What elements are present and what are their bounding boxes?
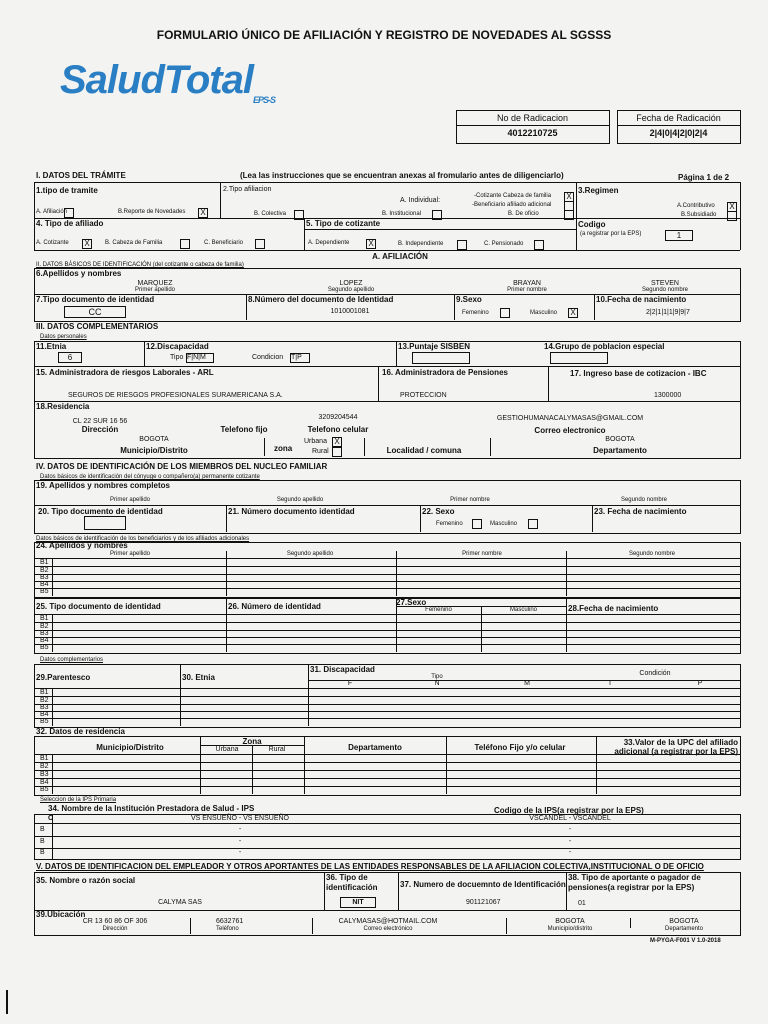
etnia-30-label: 30. Etnia xyxy=(182,673,215,682)
arl-value: SEGUROS DE RIESGOS PROFESIONALES SURAMERICANA S.A. xyxy=(68,392,283,399)
conyuge-tipo-documento-field[interactable] xyxy=(84,516,126,530)
contributivo-option: A.Contributivo xyxy=(677,203,715,209)
num-id-value: 901121067 xyxy=(466,899,501,906)
ips-row-2-key: B xyxy=(40,826,45,833)
direccion-value: CL 22 SUR 16 56 xyxy=(72,418,128,425)
numero-26-label: 26. Número de identidad xyxy=(228,602,321,611)
etnia-field[interactable]: 6 xyxy=(58,352,82,363)
tipo-afiliacion-label: 2.Tipo afiliacion xyxy=(223,186,272,193)
segundo-apellido-value: LOPEZ xyxy=(339,280,363,287)
urbana-option: Urbana xyxy=(304,438,327,445)
tipo-id-field[interactable]: NIT xyxy=(340,897,376,908)
empleador-municipio-label: Municipio/distrito xyxy=(547,926,593,932)
afiliacion-title: A. AFILIACIÓN xyxy=(372,252,428,261)
ips-code-label: Codigo de la IPS(a registrar por la EPS) xyxy=(494,806,644,815)
ips-row-2-code: - xyxy=(568,826,572,833)
fecha-radicacion-value: 2|4|0|4|2|0|2|4 xyxy=(649,128,708,138)
conyuge-sexo-label: 22. Sexo xyxy=(422,507,455,516)
ips-row-4-code: - xyxy=(568,849,572,856)
grid-29-row-b1: B1 xyxy=(40,689,49,696)
conyuge-segundo-nombre-label: Segundo nombre xyxy=(620,497,668,503)
reporte-checkbox[interactable]: X xyxy=(198,208,208,218)
departamento-value: BOGOTA xyxy=(605,436,635,443)
discap-t: T xyxy=(607,680,613,687)
individual-option: A. Individual: xyxy=(400,197,441,204)
section-4-title: IV. DATOS DE IDENTIFICACIÓN DE LOS MIEMBROS DEL NUCLEO FAMILIAR xyxy=(36,462,328,471)
razon-social-value: CALYMA SAS xyxy=(158,899,202,906)
segundo-apellido-label: Segundo apellido xyxy=(327,287,375,293)
num-id-label: 37. Numero de docuemnto de Identificación xyxy=(400,880,566,889)
discap-p: P xyxy=(697,680,703,687)
beneficiario-option: C. Beneficiario xyxy=(204,240,244,246)
ips-row-3-code: - xyxy=(568,838,572,845)
cotizante-checkbox[interactable]: X xyxy=(82,239,92,249)
grid-32-row-b4: B4 xyxy=(40,779,49,786)
discap-condicion: Condición xyxy=(639,670,671,677)
conyuge-primer-nombre-label: Primer nombre xyxy=(450,497,490,503)
discap-m: M xyxy=(524,680,530,687)
conyuge-femenino-checkbox[interactable] xyxy=(472,519,482,529)
section-3-title: III. DATOS COMPLEMENTARIOS xyxy=(36,322,159,331)
conyuge-tipo-documento-label: 20. Tipo documento de identidad xyxy=(38,507,163,516)
grid-25-row-b2: B2 xyxy=(40,623,49,630)
ips-row-1-code: VSCANDEL - VSCANDEL xyxy=(529,815,611,822)
grid-29-row-b4: B4 xyxy=(40,711,49,718)
de-oficio-option: B. De oficio xyxy=(508,211,539,217)
femenino-checkbox[interactable] xyxy=(500,308,510,318)
sexo-label: 9.Sexo xyxy=(456,295,482,304)
fecha-nacimiento-value: 2|2|1|1|1|9|9|7 xyxy=(646,309,690,316)
grid-32-row-b5: B5 xyxy=(40,786,49,793)
residencia-32-label: 32. Datos de residencia xyxy=(36,727,125,736)
empleador-correo-value: CALYMASAS@HOTMAIL.COM xyxy=(338,918,438,925)
radicacion-value: 4012210725 xyxy=(507,128,558,138)
cabeza-familia-option: B. Cabeza de Familia xyxy=(105,240,163,246)
ips-row-1-name: VS ENSUEÑO - VS ENSUEÑO xyxy=(190,815,290,822)
empleador-direccion-label: Dirección xyxy=(102,926,128,932)
discap-n: N xyxy=(434,680,440,687)
numero-documento-label: 8.Número del documento de Identidad xyxy=(248,295,394,304)
grid-29-row-b5: B5 xyxy=(40,718,49,725)
discap-f: F xyxy=(347,680,353,687)
footer-code: M-PYGA-F001 V 1.0-2018 xyxy=(650,938,721,944)
ibc-label: 17. Ingreso base de cotizacion - IBC xyxy=(570,369,707,378)
cotizante-cabeza-option: -Cotizante Cabeza de familia xyxy=(474,193,552,199)
pensionado-checkbox[interactable] xyxy=(534,240,544,250)
tipo-afiliado-label: 4. Tipo de afiliado xyxy=(36,219,104,228)
municipio-label: Municipio/Distrito xyxy=(120,446,188,455)
empleador-direccion-value: CR 13 60 86 OF 306 xyxy=(82,918,148,925)
empleador-telefono-value: 6632761 xyxy=(216,918,244,925)
conyuge-apellidos-label: 19. Apellidos y nombres completos xyxy=(36,481,170,490)
residencia-label: 18.Residencia xyxy=(36,402,90,411)
empleador-depto-label: Departamento xyxy=(664,926,704,932)
discapacidad-31-label: 31. Discapacidad xyxy=(310,665,375,674)
localidad-label: Localidad / comuna xyxy=(386,446,462,455)
sexo-27-label: 27.Sexo xyxy=(396,598,427,607)
arl-label: 15. Administradora de riesgos Laborales - ARL xyxy=(36,368,214,377)
logo-sub: EPS-S xyxy=(252,95,275,105)
urbana-checkbox[interactable]: X xyxy=(332,437,342,447)
segundo-nombre-value: STEVEN xyxy=(650,280,679,287)
subsidiado-checkbox[interactable] xyxy=(727,211,737,221)
conyuge-fecha-label: 23. Fecha de nacimiento xyxy=(594,507,687,516)
colectiva-option: B. Colectiva xyxy=(254,211,287,217)
grid-24-primer-apellido: Primer apellido xyxy=(109,551,151,557)
masculino-option: Masculino xyxy=(530,310,558,316)
conyuge-primer-apellido-label: Primer apellido xyxy=(109,497,151,503)
beneficiario-checkbox[interactable] xyxy=(255,239,265,249)
grupo-poblacion-label: 14.Grupo de poblacion especial xyxy=(544,342,665,351)
ips-note: Seleccion de la IPS Primaria xyxy=(40,797,117,803)
tipo-id-label: 36. Tipo de identificación xyxy=(326,873,378,892)
conyuge-femenino-option: Femenino xyxy=(436,521,463,527)
tipo-tramite-label: 1.tipo de tramite xyxy=(36,186,98,195)
upc-33-label: 33.Valor de la UPC del afiliado adicional (a registrar por la EPS) xyxy=(614,738,738,756)
grid-25-row-b4: B4 xyxy=(40,637,49,644)
zona-label: zona xyxy=(274,444,293,453)
ips-row-4-key: B xyxy=(40,849,45,856)
parentesco-29-label: 29.Parentesco xyxy=(36,673,91,682)
telefono-celular-label: Telefono celular xyxy=(307,425,369,434)
discapacidad-condicion-field[interactable]: T|P xyxy=(290,353,310,363)
pensiones-label: 16. Administradora de Pensiones xyxy=(382,368,508,377)
section-2-title: II. DATOS BÁSICOS DE IDENTIFICACIÓN (del cotizante o cabeza de familia) xyxy=(36,262,244,268)
ips-row-3-key: B xyxy=(40,838,45,845)
ips-row-1-key: C xyxy=(48,815,54,822)
independiente-checkbox[interactable] xyxy=(457,240,467,250)
tipo-documento-field[interactable]: CC xyxy=(64,306,126,318)
sisben-field[interactable] xyxy=(412,352,470,364)
discapacidad-tipo-label: Tipo xyxy=(170,354,184,361)
beneficiarios-note: Datos básicos de identificación de los beneficiarios y de los afiliados adicionales xyxy=(36,536,250,542)
grid-32-row-b1: B1 xyxy=(40,755,49,762)
afiliacion-checkbox[interactable] xyxy=(64,208,74,218)
grid-24-segundo-nombre: Segundo nombre xyxy=(628,551,676,557)
apellidos-label: 6.Apellidos y nombres xyxy=(36,269,122,278)
codigo-note: (a registrar por la EPS) xyxy=(580,231,642,237)
logo-text: SaludTotal xyxy=(60,58,253,102)
grid-25-row-b5: B5 xyxy=(40,644,49,651)
tipo-cotizante-label: 5. Tipo de cotizante xyxy=(306,219,381,228)
grid-24-row-b3: B3 xyxy=(40,574,49,581)
grid-32-row-b3: B3 xyxy=(40,771,49,778)
dependiente-option: A. Dependiente xyxy=(308,240,350,246)
masculino-checkbox[interactable]: X xyxy=(568,308,578,318)
correo-value: GESTIOHUMANACALYMASAS@GMAIL.COM xyxy=(496,415,644,422)
grid-24-row-b1: B1 xyxy=(40,559,49,566)
telefono-32-label: Teléfono Fijo y/o celular xyxy=(474,743,566,752)
ips-row-3-name: - xyxy=(238,838,242,845)
cotizante-cabeza-checkbox[interactable]: X xyxy=(564,192,574,202)
primer-nombre-value: BRAYAN xyxy=(513,280,541,287)
codigo-field[interactable]: 1 xyxy=(665,230,693,241)
instructions-note: (Lea las instrucciones que se encuentran anexas al fromulario antes de diligenciarlo) xyxy=(240,171,564,180)
ips-34-label: 34. Nombre de la Institución Prestadora de Salud - IPS xyxy=(48,804,255,813)
empleador-correo-label: Correo electrónico xyxy=(363,926,413,932)
grid-24-row-b4: B4 xyxy=(40,581,49,588)
independiente-option: B. Independiente xyxy=(398,241,444,247)
page-edge-mark xyxy=(6,990,8,1014)
municipio-32-label: Municipio/Distrito xyxy=(96,743,164,752)
segundo-nombre-label: Segundo nombre xyxy=(641,287,689,293)
complementarios-label: Datos complementarios xyxy=(40,657,104,663)
company-logo xyxy=(60,58,275,105)
tipo-25-label: 25. Tipo documento de identidad xyxy=(36,602,161,611)
radicacion-label: No de Radicacion xyxy=(496,113,569,123)
grid-25-row-b1: B1 xyxy=(40,615,49,622)
cotizante-option: A. Cotizante xyxy=(36,240,69,246)
departamento-32-label: Departamento xyxy=(348,743,402,752)
telefono-fijo-label: Telefono fijo xyxy=(220,425,268,434)
grid-24-row-b5: B5 xyxy=(40,588,49,595)
urbana-32-label: Urbana xyxy=(215,746,239,753)
subsidiado-option: B.Subsidiado xyxy=(681,212,717,218)
etnia-label: 11.Etnia xyxy=(36,342,67,351)
razon-social-label: 35. Nombre o razón social xyxy=(36,876,136,885)
pensionado-option: C. Pensionado xyxy=(484,241,524,247)
grid-24-row-b2: B2 xyxy=(40,567,49,574)
sexo-27-masculino: Masculino xyxy=(509,607,537,613)
rural-option: Rural xyxy=(312,448,329,455)
rural-checkbox[interactable] xyxy=(332,447,342,457)
departamento-label: Departamento xyxy=(593,446,647,455)
municipio-value: BOGOTA xyxy=(139,436,169,443)
afiliacion-option: A. Afiliación xyxy=(36,209,68,215)
grid-29-row-b3: B3 xyxy=(40,704,49,711)
datos-personales-label: Datos personales xyxy=(40,334,87,340)
section-1-title: I. DATOS DEL TRÁMITE xyxy=(36,171,126,180)
dependiente-checkbox[interactable]: X xyxy=(366,239,376,249)
tipo-aportante-value: 01 xyxy=(578,900,586,907)
institucional-option: B. Institucional xyxy=(382,211,422,217)
apellidos-24-label: 24. Apellidos y nombres xyxy=(36,541,128,550)
codigo-label: Codigo xyxy=(578,220,606,229)
conyuge-note: Datos básicos de identificación del cónyuge o compañero(a) permanente cotizante xyxy=(40,474,260,480)
conyuge-masculino-option: Masculino xyxy=(490,521,518,527)
pensiones-value: PROTECCION xyxy=(400,392,447,399)
grid-29-row-b2: B2 xyxy=(40,697,49,704)
primer-apellido-label: Primer apellido xyxy=(134,287,176,293)
cabeza-familia-checkbox[interactable] xyxy=(180,239,190,249)
empleador-municipio-value: BOGOTA xyxy=(555,918,585,925)
primer-nombre-label: Primer nombre xyxy=(507,287,547,293)
primer-apellido-value: MARQUEZ xyxy=(137,280,173,287)
section-5-title: V. DATOS DE IDENTIFICACION DEL EMPLEADOR Y OTROS APORTANTES DE LAS ENTIDADES RESPONSABLES DE LA AFILIACION COLECTIVA,INSTITUCIONAL O DE OFICIO xyxy=(36,862,704,871)
zona-32-label: Zona xyxy=(242,737,262,746)
discap-tipo: Tipo xyxy=(431,674,443,680)
direccion-label: Dirección xyxy=(81,425,119,434)
reporte-option: B.Reporte de Novedades xyxy=(118,209,186,215)
discapacidad-tipo-field[interactable]: F|N|M xyxy=(186,353,214,363)
tipo-aportante-label: 38. Tipo de aportante o pagador de pensiones(a registrar por la EPS) xyxy=(568,873,701,892)
fecha-radicacion-label: Fecha de Radicación xyxy=(636,113,721,123)
ibc-value: 1300000 xyxy=(654,392,682,399)
femenino-option: Femenino xyxy=(462,310,489,316)
conyuge-segundo-apellido-label: Segundo apellido xyxy=(276,497,324,503)
ubicacion-label: 39.Ubicación xyxy=(36,910,86,919)
form-title: FORMULARIO ÚNICO DE AFILIACIÓN Y REGISTRO DE NOVEDADES AL SGSSS xyxy=(156,28,612,42)
conyuge-masculino-checkbox[interactable] xyxy=(528,519,538,529)
numero-documento-value: 1010001081 xyxy=(330,308,370,315)
beneficiario-adicional-option: -Beneficiario afiliado adicional xyxy=(472,202,552,208)
ips-row-4-name: - xyxy=(238,849,242,856)
tipo-documento-label: 7.Tipo documento de identidad xyxy=(36,295,155,304)
sexo-27-femenino: Femenino xyxy=(425,607,452,613)
empleador-telefono-label: Teléfono xyxy=(216,926,239,932)
sisben-label: 13.Puntaje SISBEN xyxy=(398,342,471,351)
telefono-celular-value: 3209204544 xyxy=(318,414,358,421)
fecha-28-label: 28.Fecha de nacimiento xyxy=(568,604,659,613)
regimen-label: 3.Regimen xyxy=(578,186,619,195)
fecha-nacimiento-label: 10.Fecha de nacimiento xyxy=(596,295,687,304)
contributivo-checkbox[interactable]: X xyxy=(727,202,737,212)
discapacidad-label: 12.Discapacidad xyxy=(146,342,209,351)
conyuge-numero-documento-label: 21. Número documento identidad xyxy=(228,507,355,516)
rural-32-label: Rural xyxy=(268,746,286,753)
grupo-poblacion-field[interactable] xyxy=(550,352,608,364)
discapacidad-condicion-label: Condicion xyxy=(252,354,284,361)
ips-row-2-name: - xyxy=(238,826,242,833)
grid-24-segundo-apellido: Segundo apellido xyxy=(286,551,334,557)
empleador-depto-value: BOGOTA xyxy=(669,918,699,925)
grid-32-row-b2: B2 xyxy=(40,763,49,770)
grid-25-row-b3: B3 xyxy=(40,630,49,637)
grid-24-primer-nombre: Primer nombre xyxy=(462,551,502,557)
page-number: Página 1 de 2 xyxy=(678,173,730,182)
correo-label: Correo electronico xyxy=(534,426,606,435)
